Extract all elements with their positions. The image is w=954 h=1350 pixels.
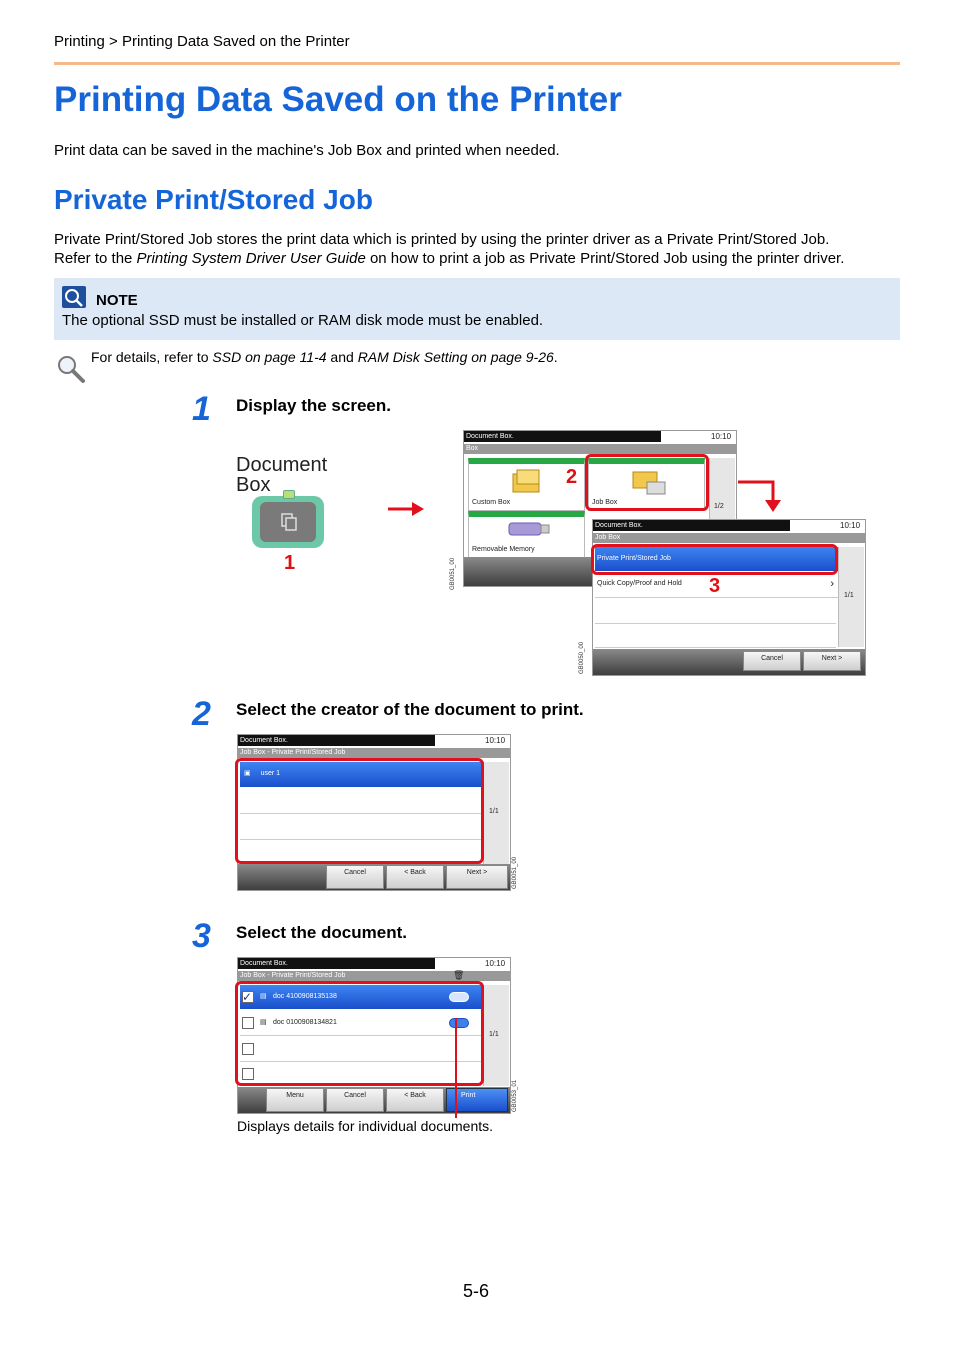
screen-time: 10:10 <box>485 959 506 968</box>
menu-button[interactable]: Menu <box>266 1088 324 1112</box>
document-box-key[interactable] <box>252 496 324 548</box>
row-empty <box>595 599 836 624</box>
back-button[interactable]: < Back <box>386 1088 444 1112</box>
step-number: 1 <box>192 390 211 428</box>
note-box <box>54 278 900 340</box>
screen-title: Document Box. <box>238 958 435 969</box>
tile-label: Job Box <box>592 499 618 506</box>
docbox-key-label <box>236 455 327 495</box>
pager: 1/1 <box>489 808 499 815</box>
lock-icon: ▣ <box>244 770 251 777</box>
chevron-right-icon: › <box>830 578 834 590</box>
screen-title: Document Box. <box>464 431 661 442</box>
page-number: 5-6 <box>463 1281 490 1301</box>
row-empty <box>595 625 836 648</box>
section-paragraph <box>54 230 914 268</box>
doc-name: doc 0100908134821 <box>273 1019 337 1026</box>
para-line2-pre: Refer to the <box>54 250 137 267</box>
figure-code: GB0051_00 <box>450 557 456 590</box>
user-name: user 1 <box>260 770 281 777</box>
callout-3: 3 <box>709 575 721 597</box>
step-text: Select the creator of the document to print. <box>236 700 584 719</box>
section-heading: Private Print/Stored Job <box>54 184 373 215</box>
pager: 1/1 <box>489 1031 499 1038</box>
highlight-job-box <box>585 454 709 511</box>
docbox-key-face <box>260 502 316 542</box>
ref-link-ramdisk[interactable]: RAM Disk Setting on page 9-26 <box>357 349 554 365</box>
note-icon <box>62 286 86 308</box>
intro-text: Print data can be saved in the machine's Job Box and printed when needed. <box>54 142 560 159</box>
detail-caption: Displays details for individual documents. <box>237 1118 494 1134</box>
docbox-label-line2: Box <box>236 474 271 496</box>
row-private-print[interactable]: Private Print/Stored Job <box>595 547 838 571</box>
ref-link-ssd[interactable]: SSD on page 11-4 <box>212 349 327 365</box>
para-line2-post: on how to print a job as Private Print/Stored Job using the printer driver. <box>365 250 845 267</box>
usb-stick-icon <box>503 517 553 539</box>
para-line2-italic: Printing System Driver User Guide <box>136 250 366 267</box>
callout-1: 1 <box>284 552 296 574</box>
reference-text <box>91 349 558 365</box>
next-button[interactable]: Next > <box>446 865 508 889</box>
note-title: NOTE <box>96 292 138 309</box>
row-label: Quick Copy/Proof and Hold <box>597 580 682 587</box>
cancel-button[interactable]: Cancel <box>743 651 801 671</box>
print-button[interactable]: Print <box>446 1088 508 1112</box>
back-button[interactable]: < Back <box>386 865 444 889</box>
screen-time: 10:10 <box>711 432 732 441</box>
cancel-button[interactable]: Cancel <box>326 865 384 889</box>
trash-icon[interactable]: 🗑 <box>453 970 465 980</box>
step-number: 2 <box>192 695 211 733</box>
tile-label: Custom Box <box>472 499 511 506</box>
page-title: Printing Data Saved on the Printer <box>54 80 622 119</box>
checkmark-icon: ✓ <box>242 990 253 1004</box>
tile-label: Removable Memory <box>472 546 535 553</box>
screen-job-box <box>592 519 866 676</box>
screen-subtitle: Job Box <box>593 533 865 543</box>
docbox-label-line1: Document <box>236 454 328 476</box>
bent-down-arrow-icon <box>738 478 784 516</box>
note-text: The optional SSD must be installed or RAM disk mode must be enabled. <box>62 312 544 329</box>
callout-2: 2 <box>566 466 578 488</box>
screen-title: Document Box. <box>238 735 435 746</box>
screen-title: Document Box. <box>593 520 790 531</box>
cancel-button[interactable]: Cancel <box>326 1088 384 1112</box>
screen-subtitle: Job Box - Private Print/Stored Job <box>238 748 510 758</box>
next-button[interactable]: Next > <box>803 651 861 671</box>
highlight-private-print <box>591 544 838 575</box>
document-stack-icon <box>260 502 316 542</box>
figure-code: GB0051_00 <box>512 856 518 889</box>
breadcrumb: Printing > Printing Data Saved on the Printer <box>54 33 350 50</box>
step-text: Display the screen. <box>236 396 391 415</box>
right-arrow-icon <box>388 500 428 518</box>
figure-code: GB0053_01 <box>512 1079 518 1112</box>
ref-mid: and <box>326 349 358 365</box>
step-number: 3 <box>192 917 211 955</box>
highlight-user-list <box>235 758 484 864</box>
ref-post: . <box>553 349 558 365</box>
magnifier-icon <box>56 354 86 384</box>
folder-icon <box>509 468 545 496</box>
tile-removable-memory[interactable] <box>468 511 585 558</box>
document-icon: ▤ <box>260 993 267 1000</box>
para-line1: Private Print/Stored Job stores the print data which is printed by using the printer driver as a Private Print/Stored Job. <box>54 231 830 248</box>
screen-subtitle: Job Box - Private Print/Stored Job <box>238 971 510 981</box>
highlight-document-list <box>235 981 484 1086</box>
pager: 1/2 <box>714 503 724 510</box>
ref-pre: For details, refer to <box>91 349 213 365</box>
pager: 1/1 <box>844 592 854 599</box>
screen-subtitle: Box <box>464 444 736 454</box>
step-text: Select the document. <box>236 923 407 942</box>
docbox-led-indicator <box>283 490 295 499</box>
figure-code: GB0050_00 <box>579 641 585 674</box>
screen-time: 10:10 <box>485 736 506 745</box>
header-rule <box>54 62 900 65</box>
callout-leader-line <box>455 1018 457 1118</box>
screen-time: 10:10 <box>840 521 861 530</box>
doc-name: doc 4100908135138 <box>273 993 337 1000</box>
document-icon: ▤ <box>260 1019 267 1026</box>
